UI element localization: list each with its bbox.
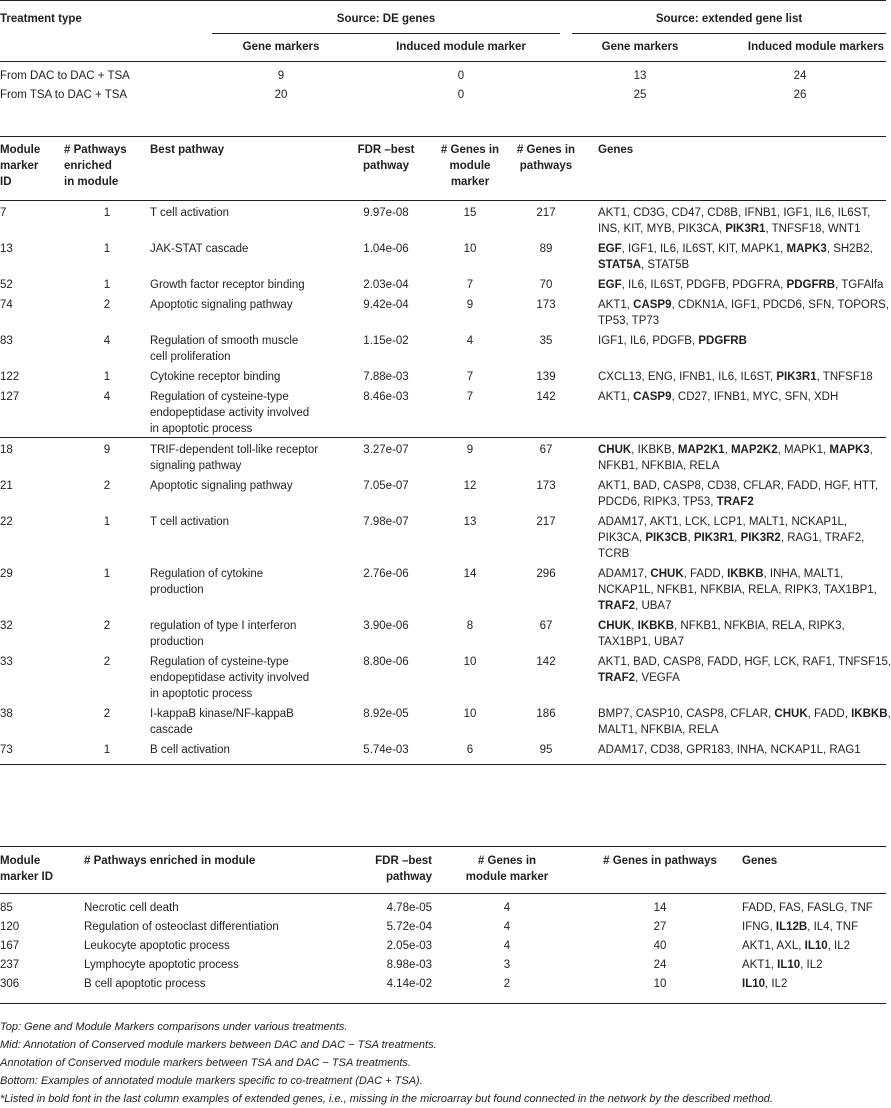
table-row	[0, 919, 886, 938]
genes-cell	[584, 702, 891, 738]
table-row	[0, 474, 886, 510]
fdr-cell: 7.05e-07	[363, 480, 409, 492]
pathway-line: production	[150, 636, 204, 648]
genes-module-cell: 7	[466, 371, 474, 383]
best-pathway-cell	[150, 562, 340, 614]
genes-module-cell: 4	[503, 940, 511, 952]
genes-cell	[584, 614, 886, 650]
pathways-enriched-cell: 4	[103, 391, 111, 403]
pathways-enriched-cell: 1	[103, 516, 111, 528]
conserved-module-marker-table	[0, 136, 891, 765]
genes-cell	[584, 510, 886, 562]
extended-gene: EGF	[598, 279, 622, 291]
extended-gene: PDGFRB	[698, 335, 747, 347]
genes-pathways-cell: 173	[536, 480, 556, 492]
table-row	[0, 702, 886, 738]
genes-line: TRAF2, VEGFA	[598, 672, 680, 684]
genes-module-cell: 2	[503, 978, 511, 990]
extended-gene: PIK3CB	[645, 532, 688, 544]
module-id-cell: 122	[0, 371, 20, 383]
genes-cell	[584, 738, 886, 765]
table-row	[0, 438, 886, 475]
pathway-cell: Regulation of osteoclast differentiation	[84, 921, 279, 933]
pathway-line: Growth factor receptor binding	[150, 279, 305, 291]
module-id-cell: 7	[0, 207, 7, 219]
pathway-cell: Lymphocyte apoptotic process	[84, 959, 239, 971]
module-id-cell: 73	[0, 744, 13, 756]
extended-gene: CASP9	[633, 391, 672, 403]
extended-gene: MAPK3	[829, 444, 870, 456]
pathways-enriched-cell: 2	[103, 620, 111, 632]
genes-cell: AKT1, IL10, IL2	[742, 959, 823, 971]
genes-cell	[584, 438, 886, 475]
table-row	[0, 237, 886, 273]
genes-cell	[584, 365, 886, 385]
genes-line: NFKB1, NFKBIA, RELA	[598, 460, 720, 472]
genes-line: IGF1, IL6, PDGFB, PDGFRB	[598, 335, 747, 347]
extended-gene: CASP9	[633, 299, 672, 311]
table-row	[0, 87, 886, 114]
genes-module-header: # Genes in module marker	[432, 847, 582, 894]
genes-header: Genes	[584, 137, 886, 201]
genes-pathways-cell: 10	[653, 978, 667, 990]
genes-module-cell: 10	[463, 243, 477, 255]
table-row	[0, 385, 886, 438]
fdr-cell: 8.46e-03	[363, 391, 409, 403]
extended-gene: IL12B	[775, 921, 808, 933]
genes-cell	[584, 562, 886, 614]
genes-pathways-cell: 67	[508, 438, 584, 475]
genes-line: EGF, IL6, IL6ST, PDGFB, PDGFRA, PDGFRB, TGFAlfa	[598, 279, 884, 291]
genes-module-cell: 9	[432, 438, 508, 475]
extended-gene: IL10	[777, 959, 801, 971]
extended-gene: IKBKB	[637, 620, 675, 632]
best-pathway-cell	[150, 237, 340, 273]
genes-module-cell: 10	[463, 656, 477, 668]
pathway-line: I-kappaB kinase/NF-kappaB	[150, 708, 294, 720]
genes-cell	[584, 474, 886, 510]
pathways-enriched-header: # Pathways enriched in module	[84, 847, 360, 894]
genes-line: PDCD6, RIPK3, TP53, TRAF2	[598, 496, 754, 508]
best-pathway-cell	[150, 273, 340, 293]
genes-line: AKT1, BAD, CASP8, FADD, HGF, LCK, RAF1, TNFSF15,	[598, 656, 891, 668]
table-row	[0, 614, 886, 650]
genes-module-cell: 15	[463, 207, 477, 219]
pathway-line: Apoptotic signaling pathway	[150, 480, 293, 492]
extended-gene: PDGFRB	[786, 279, 836, 291]
genes-header: Genes	[738, 847, 886, 894]
fdr-cell: 3.27e-07	[340, 438, 432, 475]
extended-gene: MAP2K1	[677, 444, 725, 456]
de-gene-markers-cell: 9	[277, 70, 285, 82]
genes-module-header: # Genes in module marker	[432, 137, 508, 201]
ext-gene-markers-cell: 25	[633, 89, 647, 101]
module-id-header: Module marker ID	[0, 847, 84, 894]
table-row	[0, 201, 886, 238]
genes-cell	[584, 293, 889, 329]
genes-module-cell: 7	[466, 391, 474, 403]
module-id-cell: 120	[0, 921, 20, 933]
pathways-enriched-cell: 1	[103, 744, 111, 756]
extended-gene: MAP2K2	[730, 444, 778, 456]
genes-module-cell: 3	[503, 959, 511, 971]
pathway-cell: Leukocyte apoptotic process	[84, 940, 230, 952]
pathway-line: regulation of type I interferon	[150, 620, 297, 632]
module-id-cell: 22	[0, 516, 13, 528]
best-pathway-cell	[150, 738, 340, 765]
best-pathway-cell	[150, 329, 340, 365]
genes-line: PIK3CA, PIK3CB, PIK3R1, PIK3R2, RAG1, TRAF2,	[598, 532, 865, 544]
best-pathway-cell	[150, 474, 340, 510]
module-id-cell: 83	[0, 335, 13, 347]
genes-module-cell: 13	[463, 516, 477, 528]
genes-cell: AKT1, AXL, IL10, IL2	[742, 940, 851, 952]
pathway-line: Cytokine receptor binding	[150, 371, 281, 383]
table-row	[0, 273, 886, 293]
module-id-header: Module marker ID	[0, 137, 64, 201]
fdr-cell: 5.74e-03	[363, 744, 409, 756]
genes-line: AKT1, CASP9, CDKN1A, IGF1, PDCD6, SFN, TOPORS,	[598, 299, 889, 311]
genes-line: BMP7, CASP10, CASP8, CFLAR, CHUK, FADD, IKBKB,	[598, 708, 891, 720]
note-footnote: *Listed in bold font in the last column examples of extended genes, i.e., missing in the microarray but found connected in the network by the described method.	[0, 1093, 773, 1105]
table-row	[0, 938, 886, 957]
extended-gene: IKBKB	[851, 708, 888, 720]
fdr-cell: 2.76e-06	[363, 568, 409, 580]
table-row	[0, 562, 886, 614]
pathways-enriched-cell: 1	[103, 371, 111, 383]
genes-line: CXCL13, ENG, IFNB1, IL6, IL6ST, PIK3R1, TNFSF18	[598, 371, 873, 383]
pathway-line: Regulation of smooth muscle	[150, 335, 299, 347]
module-id-cell: 237	[0, 959, 20, 971]
pathway-line: production	[150, 584, 204, 596]
module-id-cell: 306	[0, 978, 20, 990]
extended-gene: PIK3R2	[740, 532, 781, 544]
genes-line: INS, KIT, MYB, PIK3CA, PIK3R1, TNFSF18, WNT1	[598, 223, 861, 235]
module-id-cell: 13	[0, 243, 13, 255]
genes-line: TRAF2, UBA7	[598, 600, 672, 612]
table-row	[0, 650, 886, 702]
table-row	[0, 738, 886, 765]
module-id-cell: 85	[0, 902, 13, 914]
pathways-enriched-cell: 2	[103, 299, 111, 311]
genes-module-cell: 4	[466, 335, 474, 347]
extended-gene: STAT5A	[598, 259, 642, 271]
extended-gene: CHUK	[774, 708, 808, 720]
module-id-cell: 38	[0, 708, 13, 720]
genes-cell: IFNG, IL12B, IL4, TNF	[742, 921, 859, 933]
genes-line: TAX1BP1, UBA7	[598, 636, 685, 648]
genes-line: AKT1, BAD, CASP8, CD38, CFLAR, FADD, HGF, HTT,	[598, 480, 878, 492]
table-row	[0, 894, 886, 920]
fdr-cell: 4.78e-05	[386, 902, 432, 914]
treatment-cell: From DAC to DAC + TSA	[0, 70, 130, 82]
pathway-line: Regulation of cysteine-type	[150, 656, 289, 668]
table-row	[0, 365, 886, 385]
genes-pathways-cell: 296	[536, 568, 556, 580]
fdr-cell: 8.98e-03	[386, 959, 432, 971]
genes-module-cell: 6	[466, 744, 474, 756]
best-pathway-cell	[150, 438, 340, 475]
best-pathway-cell	[150, 201, 340, 238]
note-mid: Mid: Annotation of Conserved module markers between DAC and DAC − TSA treatments.	[0, 1039, 437, 1051]
module-id-cell: 74	[0, 299, 13, 311]
genes-pathways-cell: 67	[539, 620, 553, 632]
pathway-line: cascade	[150, 724, 193, 736]
genes-cell	[584, 329, 886, 365]
genes-pathways-cell: 70	[539, 279, 553, 291]
genes-cell	[584, 273, 886, 293]
genes-cell: FADD, FAS, FASLG, TNF	[742, 902, 873, 914]
extended-gene: CHUK	[598, 444, 632, 456]
table-row	[0, 510, 886, 562]
pathway-cell: B cell apoptotic process	[84, 978, 206, 990]
genes-pathways-cell: 24	[653, 959, 667, 971]
genes-cell: IL10, IL2	[742, 978, 788, 990]
source-extended-header: Source: extended gene list	[566, 1, 886, 35]
fdr-cell: 7.98e-07	[363, 516, 409, 528]
pathways-enriched-cell: 9	[64, 438, 150, 475]
best-pathway-cell	[150, 650, 340, 702]
genes-module-cell: 12	[463, 480, 477, 492]
pathways-enriched-cell: 1	[103, 207, 111, 219]
fdr-cell: 1.04e-06	[363, 243, 409, 255]
pathway-line: in apoptotic process	[150, 423, 253, 435]
module-id-cell: 32	[0, 620, 13, 632]
extended-gene: TRAF2	[598, 600, 636, 612]
genes-cell	[584, 237, 886, 273]
fdr-cell: 8.80e-06	[363, 656, 409, 668]
pathway-line: cell proliferation	[150, 351, 231, 363]
genes-pathways-cell: 14	[653, 902, 667, 914]
fdr-header: FDR –best pathway	[360, 847, 432, 894]
best-pathway-cell	[150, 510, 340, 562]
pathway-line: endopeptidase activity involved	[150, 672, 310, 684]
pathway-line: Apoptotic signaling pathway	[150, 299, 293, 311]
extended-gene: PIK3R1	[693, 532, 735, 544]
genes-line: TP53, TP73	[598, 315, 660, 327]
genes-module-cell: 4	[503, 902, 511, 914]
genes-line: CHUK, IKBKB, NFKB1, NFKBIA, RELA, RIPK3,	[598, 620, 845, 632]
fdr-cell: 3.90e-06	[363, 620, 409, 632]
extended-gene: TRAF2	[716, 496, 754, 508]
genes-line: TCRB	[598, 548, 630, 560]
module-id-cell: 33	[0, 656, 13, 668]
table-row	[0, 957, 886, 976]
fdr-cell: 5.72e-04	[386, 921, 432, 933]
best-pathway-cell	[150, 293, 340, 329]
best-pathway-cell	[150, 385, 340, 438]
de-induced-header: Induced module marker	[396, 41, 526, 53]
ext-gene-markers-cell: 13	[633, 70, 647, 82]
genes-pathways-cell: 139	[536, 371, 556, 383]
pathways-enriched-cell: 1	[103, 279, 111, 291]
genes-line: ADAM17, CHUK, FADD, IKBKB, INHA, MALT1,	[598, 568, 844, 580]
genes-line: ADAM17, CD38, GPR183, INHA, NCKAP1L, RAG1	[598, 744, 861, 756]
genes-pathways-cell: 40	[653, 940, 667, 952]
module-id-cell: 18	[0, 438, 64, 475]
cotreatment-module-marker-table	[0, 846, 886, 1004]
de-induced-cell: 0	[457, 70, 465, 82]
pathway-line: B cell activation	[150, 744, 230, 756]
ext-induced-cell: 26	[793, 89, 807, 101]
pathway-line: TRIF-dependent toll-like receptor	[150, 444, 319, 456]
genes-line: AKT1, CD3G, CD47, CD8B, IFNB1, IGF1, IL6, IL6ST,	[598, 207, 871, 219]
pathways-enriched-cell: 2	[103, 480, 111, 492]
genes-line: STAT5A, STAT5B	[598, 259, 690, 271]
genes-pathways-header: # Genes in pathways	[508, 137, 584, 201]
genes-module-cell: 14	[463, 568, 477, 580]
fdr-cell: 4.14e-02	[386, 978, 432, 990]
pathways-enriched-cell: 2	[103, 656, 111, 668]
table-row	[0, 293, 886, 329]
table-row	[0, 976, 886, 1004]
genes-line: AKT1, CASP9, CD27, IFNB1, MYC, SFN, XDH	[598, 391, 839, 403]
genes-module-cell: 10	[463, 708, 477, 720]
genes-module-cell: 8	[466, 620, 474, 632]
ext-induced-header: Induced module markers	[747, 41, 885, 53]
extended-gene: PIK3R1	[776, 371, 817, 383]
genes-line: NCKAP1L, NFKB1, NFKBIA, RELA, RIPK3, TAX1BP1,	[598, 584, 877, 596]
pathway-line: Regulation of cysteine-type	[150, 391, 289, 403]
genes-pathways-cell: 186	[536, 708, 556, 720]
pathways-enriched-cell: 1	[103, 243, 111, 255]
pathway-line: T cell activation	[150, 516, 230, 528]
genes-pathways-cell: 95	[539, 744, 553, 756]
fdr-header: FDR –best pathway	[340, 137, 432, 201]
pathway-line: in apoptotic process	[150, 688, 253, 700]
genes-cell	[584, 385, 886, 438]
pathway-cell: Necrotic cell death	[84, 902, 179, 914]
genes-pathways-cell: 142	[536, 656, 556, 668]
fdr-cell: 2.05e-03	[386, 940, 432, 952]
module-id-cell: 127	[0, 391, 20, 403]
extended-gene: CHUK	[650, 568, 684, 580]
gene-module-marker-comparison-table	[0, 0, 886, 114]
de-gene-markers-cell: 20	[274, 89, 288, 101]
best-pathway-cell	[150, 365, 340, 385]
genes-pathways-cell: 217	[536, 516, 556, 528]
pathway-line: Regulation of cytokine	[150, 568, 264, 580]
module-id-cell: 52	[0, 279, 13, 291]
table-notes	[0, 1018, 886, 1108]
extended-gene: PIK3R1	[725, 223, 766, 235]
source-de-genes-header: Source: DE genes	[206, 1, 566, 35]
genes-module-cell: 7	[466, 279, 474, 291]
note-bottom: Bottom: Examples of annotated module markers specific to co-treatment (DAC + TSA).	[0, 1075, 423, 1087]
fdr-cell: 9.42e-04	[363, 299, 409, 311]
treatment-cell: From TSA to DAC + TSA	[0, 89, 128, 101]
genes-pathways-cell: 217	[536, 207, 556, 219]
genes-line: MALT1, NFKBIA, RELA	[598, 724, 719, 736]
pathways-enriched-cell: 4	[103, 335, 111, 347]
extended-gene: TRAF2	[598, 672, 636, 684]
pathways-enriched-header: # Pathways enriched in module	[64, 137, 150, 201]
genes-line: EGF, IGF1, IL6, IL6ST, KIT, MAPK1, MAPK3, SH2B2,	[598, 243, 873, 255]
table-row	[0, 62, 886, 88]
genes-cell	[584, 650, 891, 702]
ext-gene-markers-header: Gene markers	[601, 41, 679, 53]
module-id-cell: 21	[0, 480, 13, 492]
genes-pathways-cell: 89	[539, 243, 553, 255]
genes-pathways-cell: 173	[536, 299, 556, 311]
extended-gene: IL10	[742, 978, 766, 990]
extended-gene: IKBKB	[727, 568, 764, 580]
extended-gene: CHUK	[598, 620, 632, 632]
genes-cell	[584, 201, 886, 238]
genes-pathways-cell: 142	[536, 391, 556, 403]
best-pathway-header: Best pathway	[150, 137, 340, 201]
extended-gene: IL10	[804, 940, 828, 952]
pathway-line: T cell activation	[150, 207, 230, 219]
pathway-line: JAK-STAT cascade	[150, 243, 249, 255]
genes-module-cell: 4	[503, 921, 511, 933]
genes-module-cell: 9	[466, 299, 474, 311]
de-gene-markers-header: Gene markers	[242, 41, 320, 53]
fdr-cell: 2.03e-04	[363, 279, 409, 291]
genes-line: ADAM17, AKT1, LCK, LCP1, MALT1, NCKAP1L,	[598, 516, 848, 528]
fdr-cell: 7.88e-03	[363, 371, 409, 383]
treatment-type-header: Treatment type	[0, 1, 206, 35]
genes-pathways-cell: 35	[539, 335, 553, 347]
module-id-cell: 167	[0, 940, 20, 952]
extended-gene: EGF	[598, 243, 622, 255]
table-row	[0, 329, 886, 365]
pathway-line: signaling pathway	[150, 460, 242, 472]
genes-line: CHUK, IKBKB, MAP2K1, MAP2K2, MAPK1, MAPK3,	[598, 444, 873, 456]
best-pathway-cell	[150, 702, 340, 738]
extended-gene: MAPK3	[786, 243, 827, 255]
note-mid2: Annotation of Conserved module markers between TSA and DAC − TSA treatments.	[0, 1057, 411, 1069]
note-top: Top: Gene and Module Markers comparisons under various treatments.	[0, 1021, 348, 1033]
fdr-cell: 9.97e-08	[363, 207, 409, 219]
genes-pathways-cell: 27	[653, 921, 667, 933]
ext-induced-cell: 24	[793, 70, 807, 82]
module-id-cell: 29	[0, 568, 13, 580]
de-induced-cell: 0	[457, 89, 465, 101]
genes-pathways-header: # Genes in pathways	[582, 847, 738, 894]
pathways-enriched-cell: 1	[103, 568, 111, 580]
best-pathway-cell	[150, 614, 340, 650]
pathways-enriched-cell: 2	[103, 708, 111, 720]
pathway-line: endopeptidase activity involved	[150, 407, 310, 419]
fdr-cell: 1.15e-02	[363, 335, 409, 347]
fdr-cell: 8.92e-05	[363, 708, 409, 720]
